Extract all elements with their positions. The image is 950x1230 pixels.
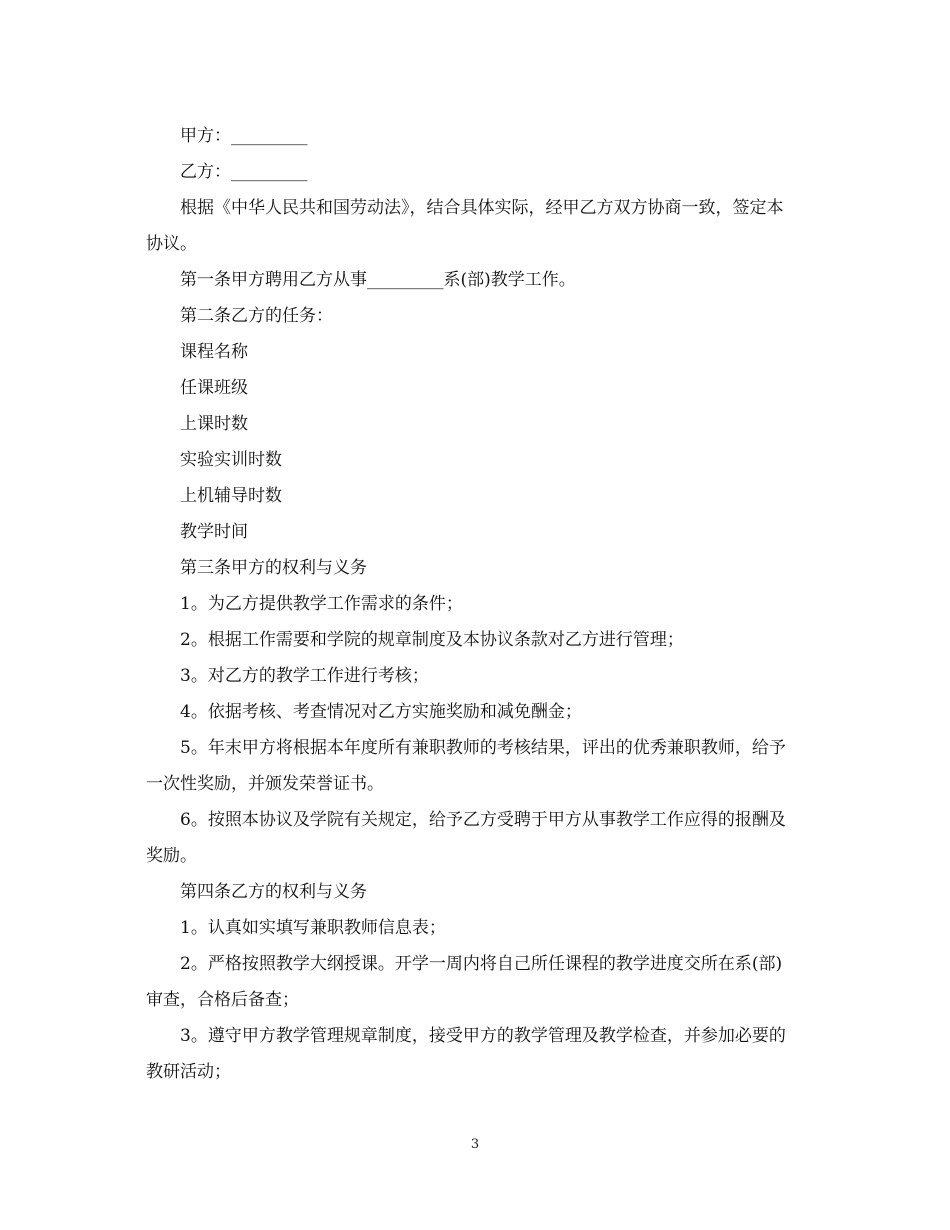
article-3-heading: 第三条甲方的权利与义务 — [180, 558, 367, 578]
task-item-teaching-time: 教学时间 — [180, 522, 248, 542]
party-a-line: 甲方：_________ — [180, 126, 308, 146]
article-3-item-3: 3。对乙方的教学工作进行考核； — [180, 666, 429, 686]
article-3-item-5: 5。年末甲方将根据本年度所有兼职教师的考核结果，评出的优秀兼职教师，给予一次性奖励，并颁发荣誉证书。 — [146, 738, 786, 794]
article-3-item-6: 6。按照本协议及学院有关规定，给予乙方受聘于甲方从事教学工作应得的报酬及奖励。 — [146, 810, 786, 866]
article-4-heading: 第四条乙方的权利与义务 — [180, 882, 367, 902]
article-4-item-3: 3。遵守甲方教学管理规章制度，接受甲方的教学管理及教学检查，并参加必要的教研活动； — [146, 1026, 786, 1082]
page-number: 3 — [470, 1137, 480, 1152]
article-1: 第一条甲方聘用乙方从事_________系(部)教学工作。 — [180, 270, 576, 290]
task-item-class: 任课班级 — [180, 378, 248, 398]
party-b-line: 乙方：_________ — [180, 162, 308, 182]
article-3-item-2: 2。根据工作需要和学院的规章制度及本协议条款对乙方进行管理； — [180, 630, 684, 650]
preamble-paragraph: 根据《中华人民共和国劳动法》，结合具体实际，经甲乙方双方协商一致，签定本协议。 — [146, 198, 784, 254]
article-4-item-1: 1。认真如实填写兼职教师信息表； — [180, 918, 446, 938]
document-body — [146, 118, 796, 1090]
article-2-heading: 第二条乙方的任务： — [180, 306, 333, 326]
task-item-computer-hours: 上机辅导时数 — [180, 486, 282, 506]
article-3-item-1: 1。为乙方提供教学工作需求的条件； — [180, 594, 463, 614]
task-item-class-hours: 上课时数 — [180, 414, 248, 434]
task-item-lab-hours: 实验实训时数 — [180, 450, 282, 470]
task-item-course-name: 课程名称 — [180, 342, 248, 362]
article-3-item-4: 4。依据考核、考查情况对乙方实施奖励和减免酬金； — [180, 702, 582, 722]
article-4-item-2: 2。严格按照教学大纲授课。开学一周内将自己所任课程的教学进度交所在系(部)审查，合格后备查； — [146, 954, 783, 1010]
